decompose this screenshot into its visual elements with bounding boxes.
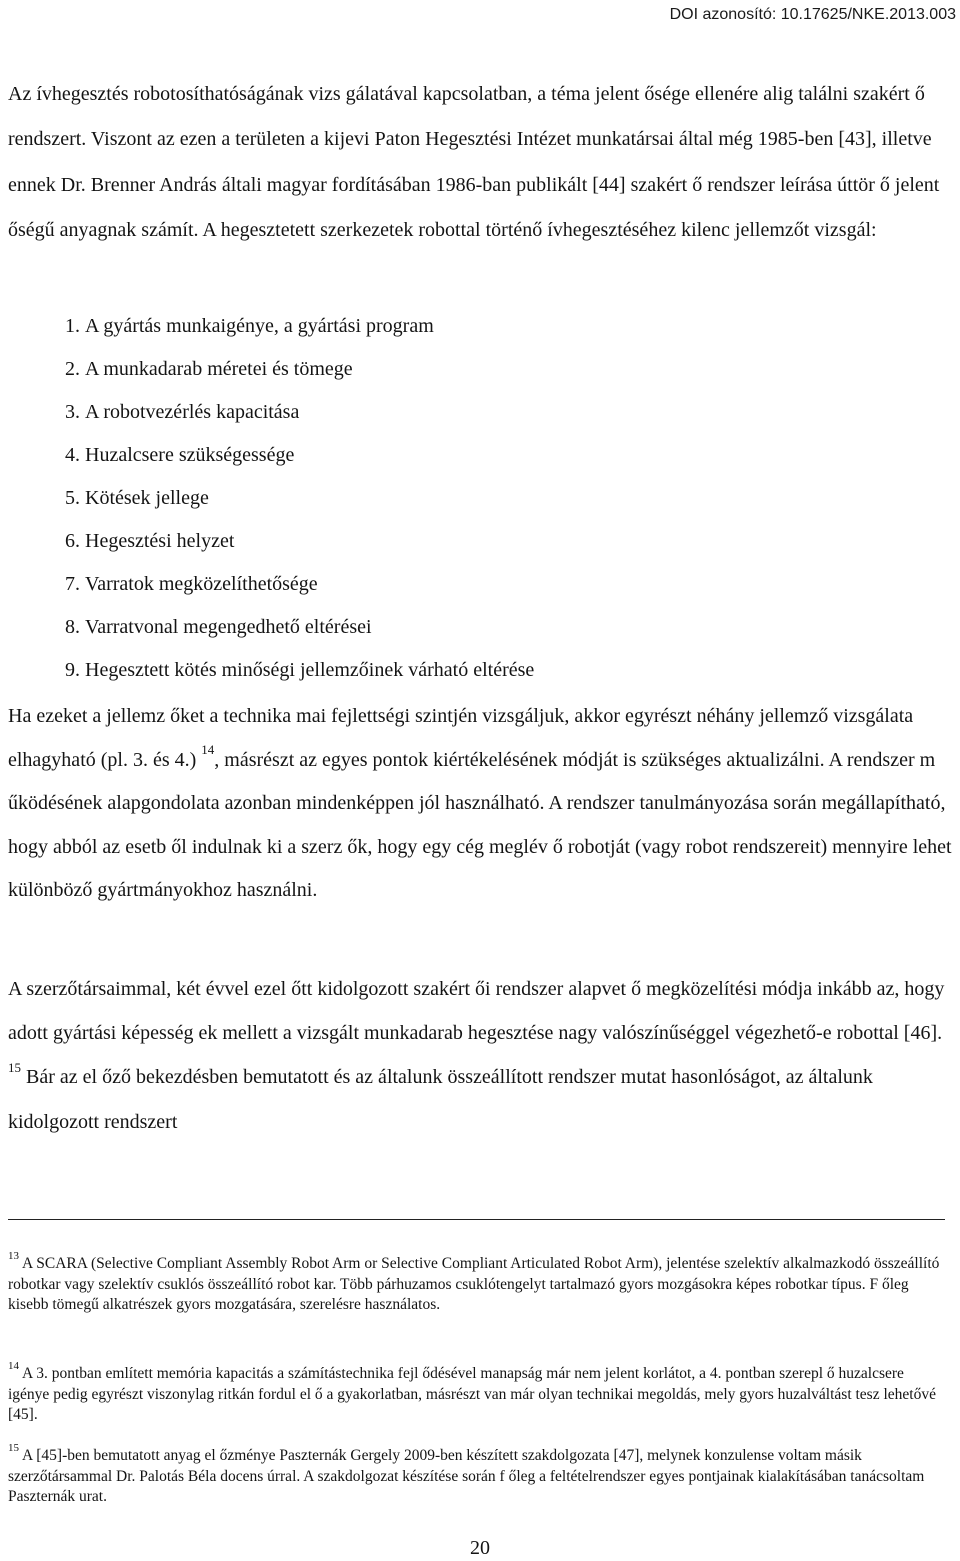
- list-item-text: Hegesztett kötés minőségi jellemzőinek várható eltérése: [85, 659, 535, 681]
- list-item-text: Varratok megközelíthetősége: [85, 573, 318, 595]
- paragraph-text: , másrészt az egyes pontok kiértékelésének módját is szükséges aktualizálni. A rendszer m űködésének alapgondolata azonban mindenképpen jól használható. A rendszer tanulmányozása során megállapítható, hogy abból az esetb ől indulnak ki a szerz ők, hogy egy cég meglév ő robotját (vagy robot rendszereit) mennyire lehet különböző gyártmányokhoz használni.: [8, 748, 952, 901]
- list-item: [8, 391, 534, 434]
- page-number: 20: [470, 1537, 490, 1559]
- footnote-number: 14: [8, 1359, 19, 1372]
- list-item-text: Huzalcsere szükségessége: [85, 444, 295, 466]
- paragraph-text: A szerzőtársaimmal, két évvel ezel őtt kidolgozott szakért ői rendszer alapvet ő megközelítési módja inkább az, hogy adott gyártási képesség ek mellett a vizsgált munkadarab hegesztése nagy valószínűséggel végezhető-e robottal [46].: [8, 978, 945, 1045]
- list-item: [8, 520, 534, 563]
- list-item-number: 9.: [65, 659, 80, 681]
- paragraph-intro: Az ívhegesztés robotosíthatóságának vizs gálatával kapcsolatban, a téma jelent ősége ellenére alig találni szakért ő rendszert. Viszont az ezen a területen a kijevi Paton Hegesztési Intézet munkatársai által még 1985-ben [43], illetve ennek Dr. Brenner András általi magyar fordításában 1986-ban publikált [44] szakért ő rendszer leírása úttör ő jelent őségű anyagnak számít. A hegesztetett szerkezetek robottal történő ívhegesztéséhez kilenc jellemzőt vizsgál:: [8, 83, 940, 241]
- list-item: [8, 649, 534, 692]
- footnote-15: [8, 1441, 945, 1508]
- list-item-number: 8.: [65, 616, 80, 638]
- list-item: [8, 563, 534, 606]
- list-item-text: A gyártás munkaigénye, a gyártási program: [85, 315, 434, 337]
- list-item-text: A munkadarab méretei és tömege: [85, 358, 353, 380]
- list-item: [8, 434, 534, 477]
- list-item-text: A robotvezérlés kapacitása: [85, 401, 300, 423]
- list-item-text: Varratvonal megengedhető eltérései: [85, 616, 372, 638]
- list-item-text: Hegesztési helyzet: [85, 530, 235, 552]
- footnote-13: [8, 1249, 945, 1316]
- list-item: [8, 305, 534, 348]
- footnote-text: A SCARA (Selective Compliant Assembly Robot Arm or Selective Compliant Articulated Robot Arm), jelentése szelektív alkalmazkodó összeállító robotkar vagy szelektív csuklós összeállító robot kar. Több párhuzamos csuklótengelyt tartalmazó gyors mozgásokra képes robotkar típus. F őleg kisebb tömegű alkatrészek gyors mozgatására, szerelésre használatos.: [8, 1255, 940, 1313]
- paragraph-evaluation: [8, 695, 953, 913]
- doi-header: DOI azonosító: 10.17625/NKE.2013.003: [669, 6, 956, 23]
- footnote-number: 13: [8, 1249, 19, 1262]
- paragraph-text: Ha ezeket a jellemz őket a technika mai fejlettségi szintjén vizsgáljuk, akkor egyrészt néhány jellemző vizsgálata elhagyható (pl. 3. és 4.): [8, 705, 914, 771]
- footnote-text: A 3. pontban említett memória kapacitás a számítástechnika fejl ődésével manapság már nem jelent korlátot, a 4. pontban szerepl ő huzalcsere igénye pedig egyrészt viszonylag ritkán fordul el ő a gyakorlatban, másrészt van már olyan technikai megoldás, mely gyors huzalváltást tesz lehetővé [45].: [8, 1365, 936, 1423]
- paragraph-text: Bár az el őző bekezdésben bemutatott és az általunk összeállított rendszer mutat hasonlóságot, az általunk kidolgozott rendszert: [8, 1066, 873, 1133]
- list-item: [8, 606, 534, 649]
- criteria-list: [8, 305, 534, 692]
- footnote-14: [8, 1359, 945, 1426]
- list-item-number: 7.: [65, 573, 80, 595]
- footnote-separator: [8, 1219, 945, 1220]
- list-item-number: 5.: [65, 487, 80, 509]
- list-item-number: 4.: [65, 444, 80, 466]
- list-item-number: 2.: [65, 358, 80, 380]
- footnote-ref-14: 14: [201, 741, 215, 757]
- list-item: [8, 477, 534, 520]
- paragraph-coauthors: [8, 967, 953, 1144]
- list-item-number: 6.: [65, 530, 80, 552]
- footnote-text: A [45]-ben bemutatott anyag el őzménye Paszternák Gergely 2009-ben készített szakdolgozata [47], melynek konzulense voltam másik szerzőtársammal Dr. Palotás Béla docens úrral. A szakdolgozat készítése során f őleg a feltételrendszer egyes pontjainak kialakításában tanácsoltam Paszternák urat.: [8, 1447, 925, 1505]
- list-item-number: 3.: [65, 401, 80, 423]
- list-item-number: 1.: [65, 315, 80, 337]
- footnote-number: 15: [8, 1441, 19, 1454]
- footnote-ref-15: 15: [8, 1059, 21, 1075]
- list-item-text: Kötések jellege: [85, 487, 209, 509]
- list-item: [8, 348, 534, 391]
